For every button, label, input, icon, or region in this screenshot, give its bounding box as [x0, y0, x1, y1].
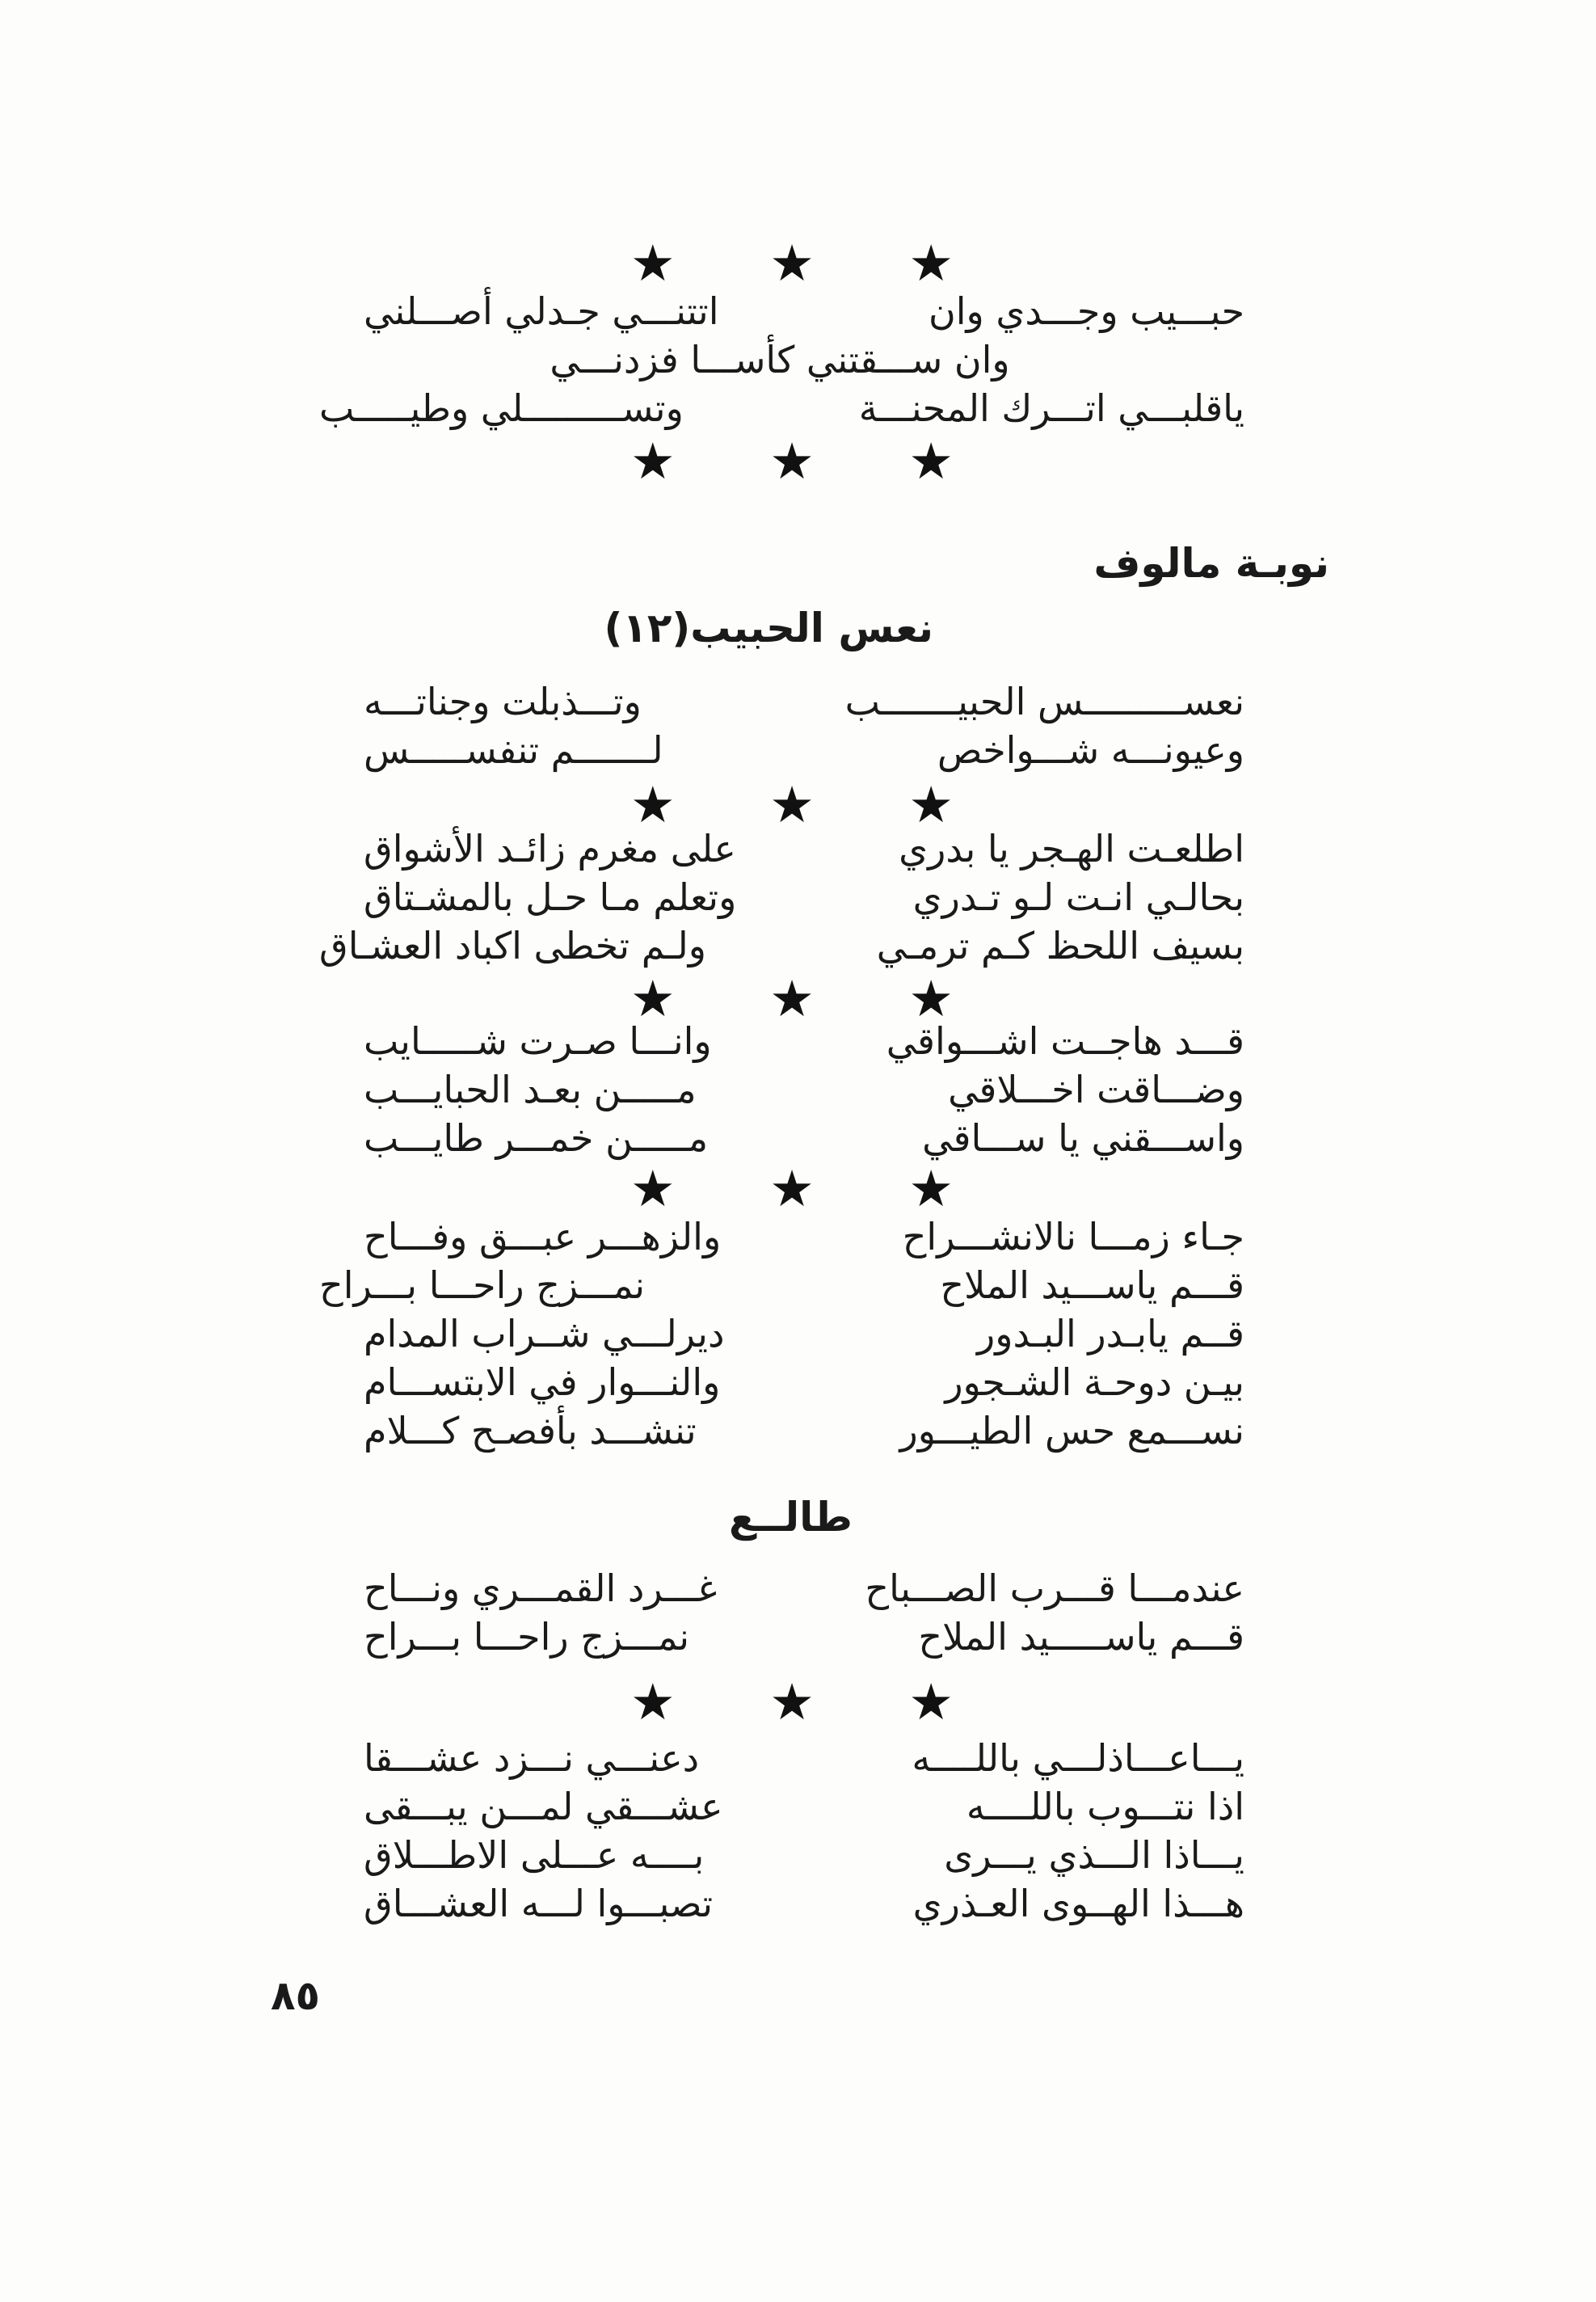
- verse-line: [315, 1358, 1244, 1406]
- verse-hemistich-right: وضـــاقت اخـــلاقي: [948, 1068, 1244, 1111]
- verse-line: [315, 1831, 1244, 1879]
- verse-line: [315, 1114, 1244, 1162]
- verse-hemistich-left: على مغرم زائـد الأشواق: [364, 827, 736, 871]
- verse-hemistich-left: نمـــزج راحـــا بـــراح: [319, 1263, 646, 1307]
- star-icon: ★: [769, 432, 815, 491]
- verse-hemistich-right: قـــم ياســـــيد الملاح: [918, 1615, 1244, 1659]
- verse-line: [315, 287, 1244, 335]
- verse-hemistich-right: بسيف اللحظ كـم ترمـي: [876, 924, 1244, 968]
- verse-line: [315, 824, 1244, 873]
- verse-hemistich-left: تصبـــوا لـــه العشـــاق: [364, 1882, 714, 1925]
- verse-hemistich-right: قـــم ياســـيد الملاح: [940, 1263, 1244, 1307]
- star-icon: ★: [630, 775, 676, 834]
- verse-line-centered: وان ســـقتني كأســـا فزدنـــي: [550, 338, 1010, 382]
- verse-line: [315, 1564, 1244, 1613]
- taali-title: طالــع: [729, 1494, 853, 1541]
- verse-hemistich-left: غـــرد القمـــري ونـــاح: [364, 1566, 718, 1610]
- verse-hemistich-left: نمـــزج راحـــا بـــراح: [364, 1615, 690, 1659]
- verse-hemistich-left: بــــه عـــلى الاطـــلاق: [364, 1833, 705, 1877]
- verse-hemistich-right: ياقلبـــي اتـــرك المحنـــة: [858, 386, 1244, 430]
- star-icon: ★: [908, 1159, 954, 1218]
- star-icon: ★: [769, 234, 815, 293]
- verse-line: [315, 1261, 1244, 1309]
- verse-hemistich-right: حبـــيب وجـــدي وان: [928, 289, 1244, 333]
- verse-hemistich-left: عشـــقي لمـــن يبـــقى: [364, 1785, 723, 1828]
- verse-hemistich-left: ديرلـــي شــراب المدام: [364, 1312, 725, 1355]
- verse-line: [315, 1065, 1244, 1114]
- verse-hemistich-right: نعســـــــــس الحبيـــــــب: [844, 680, 1244, 723]
- star-icon: ★: [630, 1672, 676, 1731]
- verse-hemistich-right: وعيونـــه شـــواخص: [937, 728, 1244, 772]
- verse-hemistich-left: وانـــا صـرت شـــــايب: [364, 1019, 712, 1063]
- star-icon: ★: [908, 775, 954, 834]
- verse-hemistich-right: يـــاذا الـــذي يـــرى: [944, 1833, 1244, 1877]
- verse-hemistich-right: نســـمع حس الطيـــور: [899, 1409, 1244, 1452]
- star-icon: ★: [630, 1159, 676, 1218]
- page-number: ٨٥: [271, 1972, 321, 2019]
- star-icon: ★: [908, 432, 954, 491]
- verse-hemistich-right: عندمـــا قـــرب الصـــباح: [865, 1566, 1244, 1610]
- verse-hemistich-left: اتتنـــي جـدلي أصـــلني: [364, 289, 719, 333]
- verse-line: [315, 1309, 1244, 1358]
- verse-hemistich-left: والنـــوار في الابتســـام: [364, 1360, 721, 1404]
- verse-hemistich-left: وتعلم مـا حـل بالمشـتاق: [364, 875, 737, 919]
- verse-hemistich-right: بحالـي انـت لـو تـدري: [912, 875, 1244, 919]
- star-icon: ★: [769, 1159, 815, 1218]
- verse-line: [315, 1017, 1244, 1065]
- verse-line: [315, 1879, 1244, 1928]
- verse-hemistich-left: لـــــــم تنفســـــس: [364, 728, 663, 772]
- star-icon: ★: [630, 969, 676, 1028]
- verse-line: [315, 1212, 1244, 1261]
- verse-hemistich-right: جـاء زمـــا نالانشـــراح: [902, 1215, 1244, 1259]
- verse-hemistich-left: تنشـــد بأفصـح كـــلام: [364, 1409, 697, 1452]
- star-divider: [630, 1159, 954, 1218]
- star-divider: [630, 234, 954, 293]
- star-divider: [630, 1672, 954, 1731]
- verse-hemistich-left: والزهـــر عبـــق وفـــاح: [364, 1215, 722, 1259]
- star-icon: ★: [908, 234, 954, 293]
- verse-hemistich-left: مـــــن بعـد الحبايـــب: [364, 1068, 697, 1111]
- verse-hemistich-right: بيـن دوحـة الشـجور: [945, 1360, 1244, 1404]
- star-icon: ★: [769, 1672, 815, 1731]
- verse-hemistich-left: دعنـــي نـــزد عشـــقا: [364, 1736, 700, 1780]
- star-icon: ★: [908, 969, 954, 1028]
- verse-line: [315, 1782, 1244, 1831]
- star-icon: ★: [769, 969, 815, 1028]
- star-icon: ★: [769, 775, 815, 834]
- star-icon: ★: [908, 1672, 954, 1731]
- verse-hemistich-right: هـــذا الهــوى العـذري: [912, 1882, 1244, 1925]
- star-icon: ★: [630, 432, 676, 491]
- verse-hemistich-right: يـــاعـــاذلـــي باللــــه: [912, 1736, 1244, 1780]
- verse-line: [315, 677, 1244, 726]
- verse-hemistich-right: اذا نتـــوب باللــــه: [966, 1785, 1244, 1828]
- verse-hemistich-right: واســـقني يا ســـاقي: [922, 1116, 1244, 1160]
- verse-hemistich-left: مـــــن خمـــر طايـــب: [364, 1116, 709, 1160]
- verse-line: [315, 726, 1244, 774]
- star-icon: ★: [630, 234, 676, 293]
- star-divider: [630, 775, 954, 834]
- verse-hemistich-left: وتـــذبلت وجناتـــه: [364, 680, 642, 723]
- verse-hemistich-right: قـــد هاجــت اشـــواقي: [886, 1019, 1244, 1063]
- verse-line: [315, 384, 1244, 432]
- verse-hemistich-left: ولـم تخطى اكباد العشـاق: [319, 924, 707, 968]
- subsection-title: نعس الحبيب(١٢): [604, 605, 933, 651]
- verse-hemistich-right: اطلعـت الهـجر يا بدري: [899, 827, 1244, 871]
- star-divider: [630, 432, 954, 491]
- verse-line: [315, 1406, 1244, 1455]
- section-title: نوبـة مالوف: [1093, 540, 1329, 587]
- verse-line: [315, 873, 1244, 921]
- verse-line: [315, 921, 1244, 970]
- verse-hemistich-right: قــم يابـدر البـدور: [977, 1312, 1244, 1355]
- verse-line: [315, 1734, 1244, 1782]
- verse-line: [315, 1613, 1244, 1661]
- verse-hemistich-left: وتســـــــــلي وطيـــــب: [319, 386, 684, 430]
